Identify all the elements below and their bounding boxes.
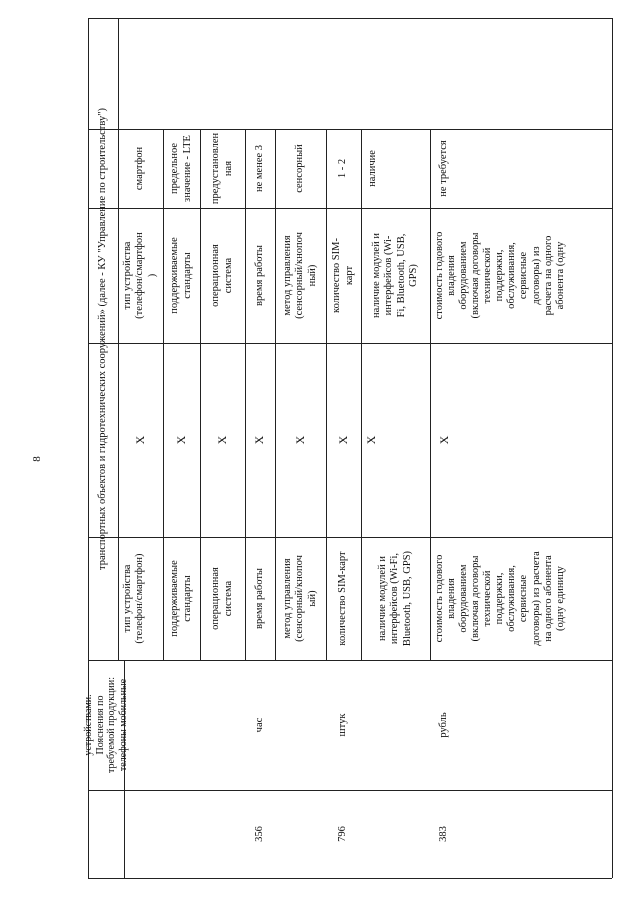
mark-cell: X <box>335 435 350 445</box>
product-char-cell: метод управления (сенсорный/кнопоч ый) <box>282 555 318 642</box>
product-description-cell: устройствами. Пояснения по требуемой продукции: телефоны мобильные <box>83 677 129 773</box>
mark-cell: X <box>173 435 188 445</box>
value-cell: предельное значение - LTE <box>169 135 193 202</box>
product-char-cell: стоимость годового владения оборудованием (включая договоры технической поддержки, обслуживания, сервисные договоры) из расчета на одного абонента (одну единицу <box>434 551 566 646</box>
code-cell: 383 <box>438 826 449 842</box>
table-header: транспортных объектов и гидротехнических сооружений» (далее - КУ "Управление по строительству") <box>96 108 108 570</box>
value-cell: не менее 3 <box>253 144 265 193</box>
unit-cell: час <box>253 717 265 733</box>
char-name-cell: метод управления (сенсорный/кнопоч ный) <box>282 232 318 319</box>
char-name-cell: стоимость годового владения оборудованием (включая договоры технической поддержки, обслуживания, сервисные договоры) из расчета на одного абонента (одну <box>434 231 566 320</box>
product-char-cell: поддерживаемые стандарты <box>169 560 193 637</box>
product-char-cell: время работы <box>253 568 265 629</box>
char-name-cell: поддерживаемые стандарты <box>169 237 193 314</box>
mark-cell: X <box>214 435 229 445</box>
mark-cell: X <box>364 435 378 445</box>
page-number: 8 <box>31 456 43 462</box>
value-cell: наличие <box>367 150 378 187</box>
product-char-cell: количество SIM-карт <box>337 551 349 646</box>
product-char-cell: операционная система <box>210 567 234 630</box>
char-name-cell: количество SIM- карт <box>331 238 355 313</box>
value-cell: сенсорный <box>294 144 306 193</box>
unit-cell: штук <box>337 713 349 737</box>
value-cell: не требуется <box>438 140 449 197</box>
code-cell: 796 <box>337 826 349 842</box>
char-name-cell: время работы <box>253 245 265 306</box>
product-char-cell: наличие модулей и интерфейсов (Wi-Fi, Bluetooth, USB, GPS) <box>377 550 413 647</box>
product-char-cell: тип устройства (телефон/смартфон) <box>122 553 146 644</box>
mark-cell: X <box>252 435 267 445</box>
value-cell: 1 - 2 <box>337 158 349 179</box>
mark-cell: X <box>132 435 147 445</box>
char-name-cell: операционная система <box>210 244 234 307</box>
unit-cell: рубль <box>438 712 449 738</box>
value-cell: предустановлен ная <box>210 132 234 205</box>
mark-cell: X <box>292 435 307 445</box>
char-name-cell: тип устройства (телефон/смартфон ) <box>122 232 158 319</box>
value-cell: смартфон <box>134 146 146 191</box>
char-name-cell: наличие модулей и интерфейсов (Wi- Fi, Bluetooth, USB, GPS) <box>371 233 419 318</box>
code-cell: 356 <box>253 826 265 842</box>
mark-cell: X <box>437 435 451 445</box>
